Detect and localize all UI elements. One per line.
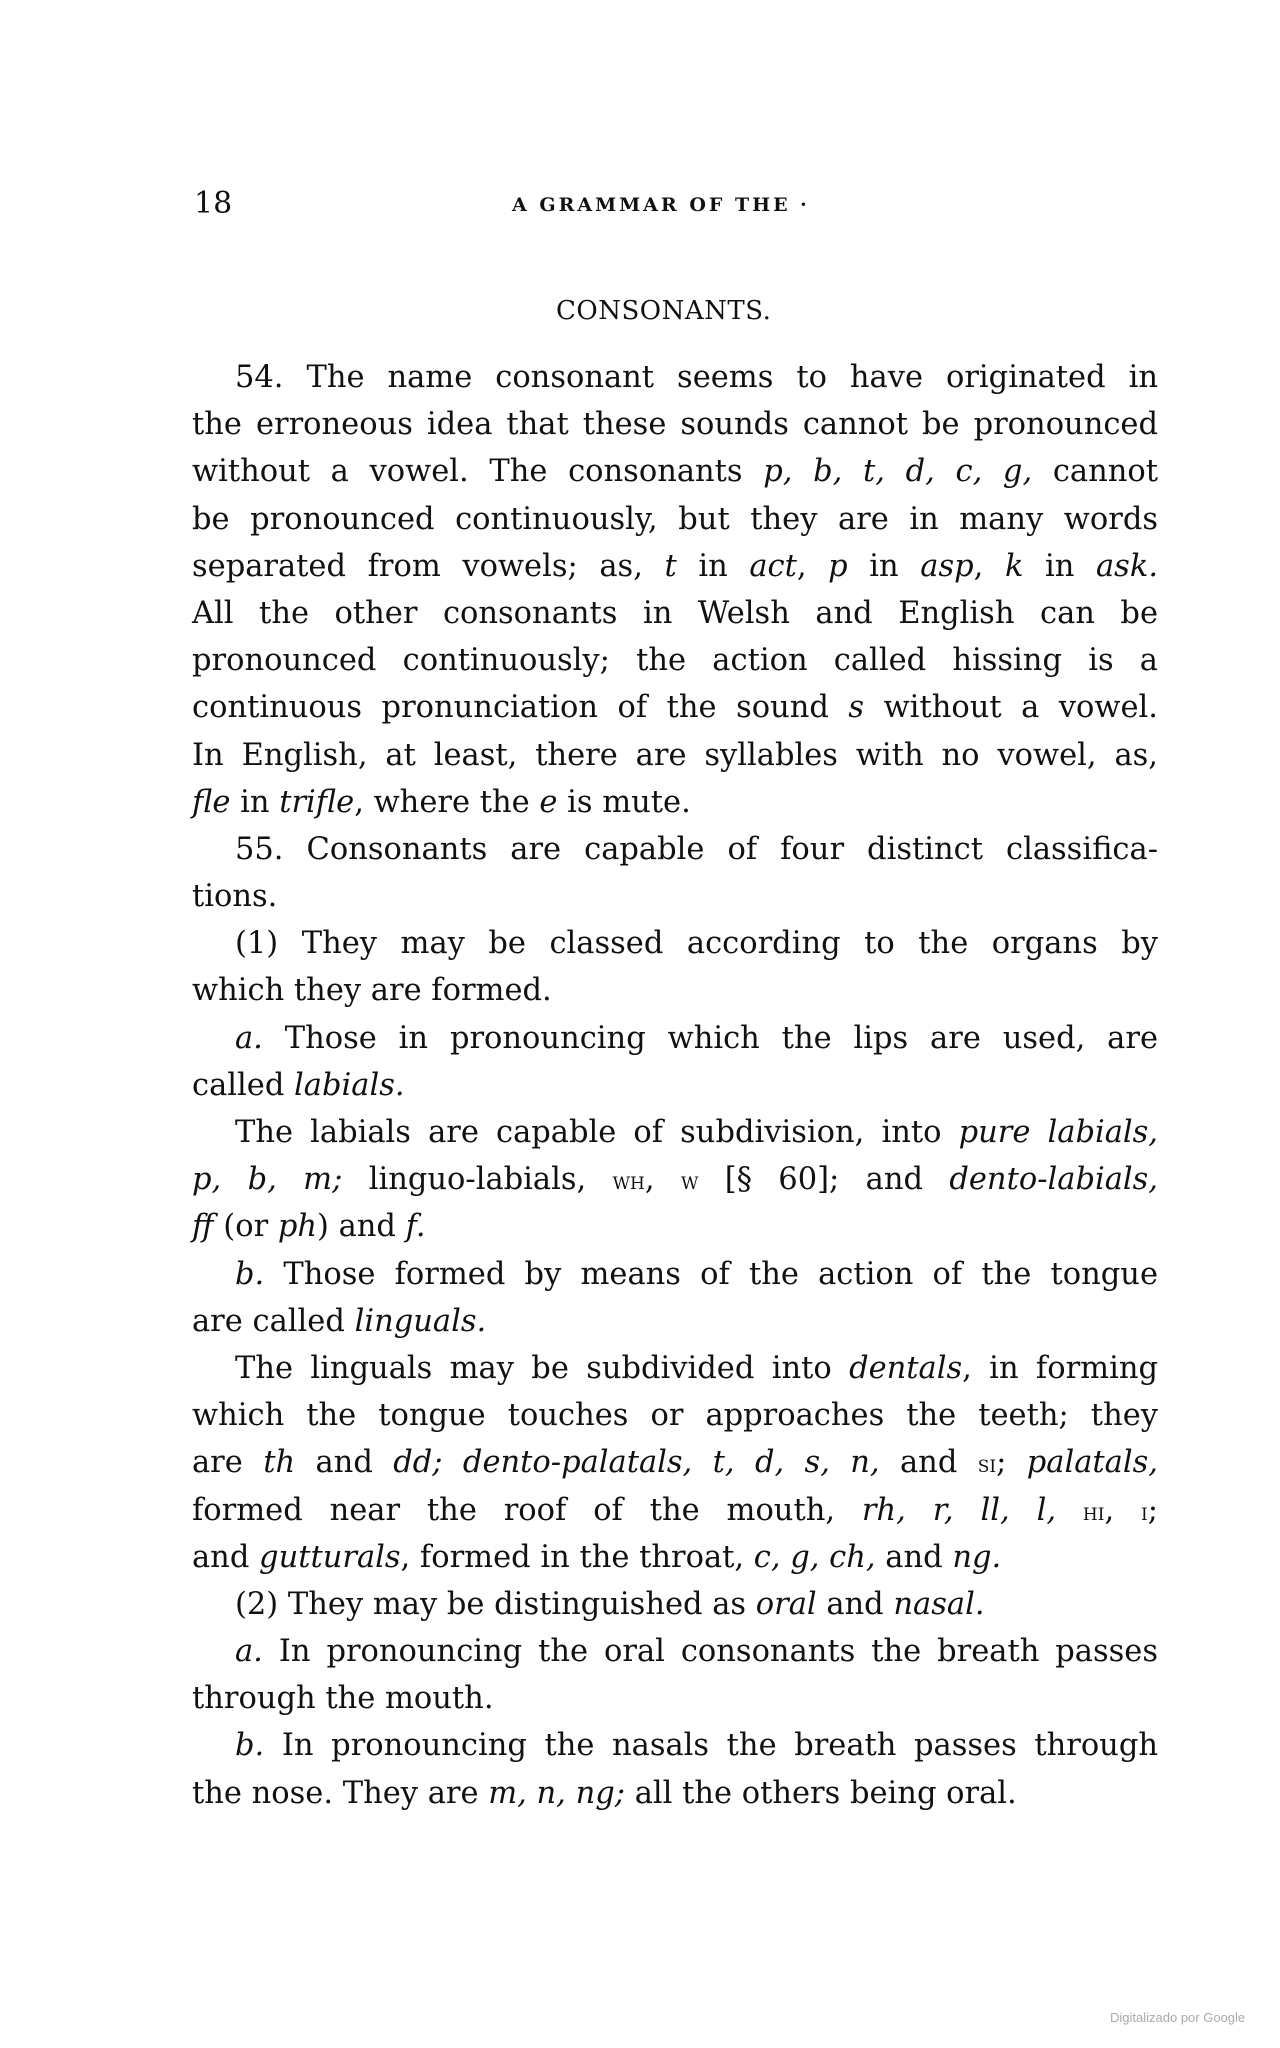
text-segment: All the other consonants in Welsh and English can be <box>192 595 1158 631</box>
text-segment: , <box>973 548 1005 584</box>
text-segment: and <box>879 1445 978 1481</box>
text-segment: and <box>192 1539 260 1575</box>
text-segment: p <box>828 548 848 584</box>
text-segment: ask. <box>1096 548 1159 584</box>
text-segment: in <box>847 548 921 584</box>
text-segment: (2) They may be distinguished as <box>235 1586 756 1622</box>
text-segment: wh <box>612 1166 645 1196</box>
text-segment: [§ 60]; and <box>698 1162 950 1198</box>
text-segment: 55. Consonants are capable of four distinct classifica- <box>235 831 1158 867</box>
text-line <box>192 1628 1158 1675</box>
text-segment: a. <box>235 1020 263 1056</box>
page-number: 18 <box>194 186 233 221</box>
text-segment: without a vowel. The consonants <box>192 454 764 490</box>
body-text <box>192 354 1158 1817</box>
text-line <box>192 543 1158 590</box>
text-segment: pronounced continuously; the action called hissing is a <box>192 643 1158 679</box>
text-segment: , formed in the throat, <box>400 1539 754 1575</box>
text-segment: ng. <box>952 1539 1002 1575</box>
text-segment: , <box>796 548 829 584</box>
text-segment: labials. <box>294 1067 405 1103</box>
text-line <box>192 590 1158 637</box>
text-segment: all the others being oral. <box>625 1775 1017 1811</box>
text-line <box>192 1015 1158 1062</box>
text-segment: which the tongue touches or approaches the teeth; they <box>192 1398 1158 1434</box>
text-line <box>192 1345 1158 1392</box>
text-line <box>192 1298 1158 1345</box>
text-segment: t <box>664 548 677 584</box>
watermark: Digitalizado por Google <box>1110 2010 1246 2025</box>
text-line <box>192 779 1158 826</box>
text-segment: gutturals <box>259 1539 401 1575</box>
text-segment: called <box>192 1067 295 1103</box>
text-segment: through the mouth. <box>192 1681 494 1717</box>
text-line <box>192 448 1158 495</box>
text-segment: fle <box>192 784 231 820</box>
text-segment: ph <box>277 1209 318 1245</box>
text-segment: ; <box>996 1445 1027 1481</box>
text-line <box>192 1534 1158 1581</box>
text-line <box>192 1203 1158 1250</box>
text-segment: a. <box>235 1634 263 1670</box>
text-segment: p, b, m; <box>192 1162 343 1198</box>
text-segment: be pronounced continuously, but they are in many words <box>192 501 1158 537</box>
text-segment: act <box>749 548 797 584</box>
text-line <box>192 826 1158 873</box>
text-segment: and <box>875 1539 953 1575</box>
text-segment: oral <box>755 1586 817 1622</box>
text-segment: si <box>977 1449 997 1479</box>
text-segment: is mute. <box>557 784 691 820</box>
text-segment: b. <box>235 1256 265 1292</box>
text-line <box>192 967 1158 1014</box>
text-segment: c, g, ch, <box>753 1539 876 1575</box>
text-line <box>192 1675 1158 1722</box>
text-segment: which they are formed. <box>192 973 552 1009</box>
text-segment: in <box>230 784 280 820</box>
text-line <box>192 1722 1158 1769</box>
text-segment: linguo-labials, <box>342 1162 613 1198</box>
text-line <box>192 1581 1158 1628</box>
text-segment: formed near the roof of the mouth, <box>192 1492 862 1528</box>
text-segment: s <box>848 690 865 726</box>
text-segment: The linguals may be subdivided into <box>235 1350 850 1386</box>
text-segment: linguals. <box>354 1303 487 1339</box>
text-line <box>192 637 1158 684</box>
text-segment <box>1056 1493 1083 1528</box>
text-line <box>192 1439 1158 1486</box>
text-line <box>192 1251 1158 1298</box>
text-line <box>192 354 1158 401</box>
text-segment: dento-labials, <box>949 1162 1159 1198</box>
text-segment: hi <box>1082 1496 1105 1526</box>
text-segment: k <box>1004 548 1024 584</box>
text-segment: b. <box>235 1728 265 1764</box>
text-segment: The labials are capable of subdivision, into <box>235 1115 959 1150</box>
text-segment: , <box>1104 1492 1141 1528</box>
text-segment: th <box>263 1445 296 1481</box>
text-segment: without a vowel. <box>864 690 1158 726</box>
text-segment: , in forming <box>962 1350 1158 1386</box>
text-segment: ff <box>192 1209 214 1245</box>
text-segment: (1) They may be classed according to the organs by <box>235 926 1158 962</box>
text-segment: 54. The name consonant seems to have originated in <box>235 360 1158 395</box>
text-segment: m, n, ng; <box>488 1775 626 1811</box>
text-segment: Those in pronouncing which the lips are used, are <box>262 1020 1158 1056</box>
text-segment: and <box>816 1586 894 1622</box>
text-segment: cannot <box>1032 454 1158 490</box>
text-segment: f. <box>405 1209 426 1245</box>
text-segment: separated from vowels; as, <box>192 548 665 584</box>
text-line <box>192 732 1158 779</box>
text-segment: are called <box>192 1303 355 1339</box>
text-segment: and <box>295 1445 394 1481</box>
text-segment: rh, r, ll, l, <box>861 1492 1057 1528</box>
text-segment: nasal. <box>893 1586 985 1622</box>
text-line <box>192 401 1158 448</box>
text-line <box>192 684 1158 731</box>
text-line <box>192 1770 1158 1817</box>
text-line <box>192 920 1158 967</box>
text-line <box>192 1109 1158 1156</box>
text-line <box>192 1062 1158 1109</box>
text-line <box>192 1156 1158 1203</box>
text-line <box>192 1392 1158 1439</box>
text-segment: In pronouncing the oral consonants the breath passes <box>262 1634 1158 1670</box>
section-heading: CONSONANTS. <box>556 296 772 326</box>
text-segment: w <box>680 1166 699 1196</box>
text-segment: the erroneous idea that these sounds cannot be pronounced <box>192 407 1158 443</box>
text-segment: in <box>676 548 750 584</box>
text-segment: palatals, <box>1026 1445 1158 1481</box>
text-segment: ) and <box>317 1209 406 1245</box>
text-segment: ; <box>1147 1492 1158 1528</box>
text-segment: dd; dento-palatals, t, d, s, n, <box>393 1445 880 1481</box>
text-segment: asp <box>920 548 974 584</box>
text-segment: p, b, t, d, c, g, <box>763 454 1033 490</box>
text-segment: dentals <box>849 1350 963 1386</box>
text-line <box>192 496 1158 543</box>
text-line <box>192 873 1158 920</box>
text-segment: the nose. They are <box>192 1775 489 1811</box>
text-line <box>192 1487 1158 1534</box>
text-segment: Those formed by means of the action of the tongue <box>264 1256 1158 1292</box>
text-segment: pure labials, <box>958 1115 1159 1150</box>
text-segment: i <box>1141 1496 1148 1526</box>
text-segment: continuous pronunciation of the sound <box>192 690 849 726</box>
text-segment: In pronouncing the nasals the breath passes through <box>264 1728 1158 1764</box>
text-segment: trifle <box>279 784 355 820</box>
running-title: A GRAMMAR OF THE · <box>512 194 810 216</box>
text-segment: (or <box>213 1209 278 1245</box>
text-segment: , <box>644 1162 681 1198</box>
text-segment: In English, at least, there are syllables with no vowel, as, <box>192 737 1158 773</box>
text-segment: , where the <box>354 784 540 820</box>
text-segment: in <box>1023 548 1096 584</box>
text-segment: e <box>539 784 558 820</box>
text-segment: are <box>192 1445 264 1481</box>
text-segment: tions. <box>192 879 278 915</box>
